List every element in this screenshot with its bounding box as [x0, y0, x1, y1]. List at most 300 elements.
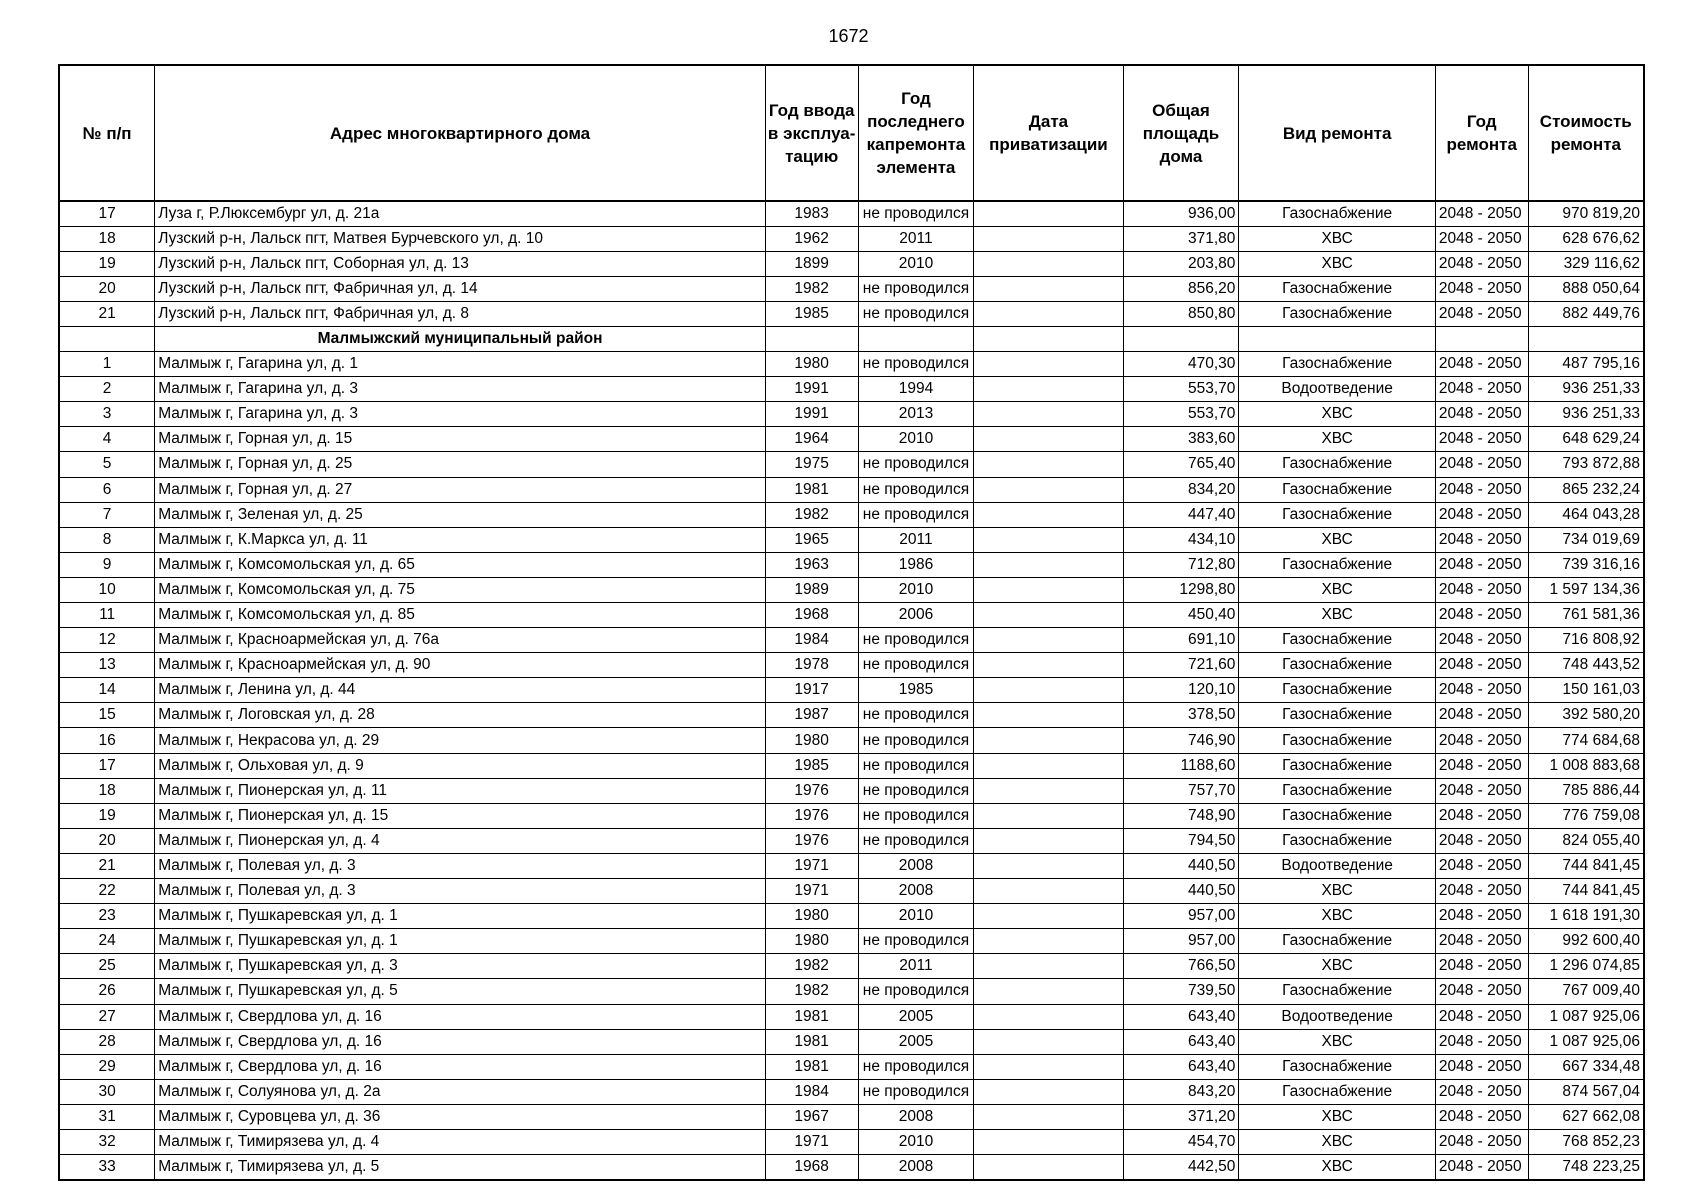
cell-privatization — [974, 1104, 1123, 1129]
cell-cost: 329 116,62 — [1528, 251, 1644, 276]
cell-num: 20 — [59, 276, 155, 301]
table-row — [59, 276, 1644, 301]
header-year-built: Год ввода в эксплуа-тацию — [765, 65, 858, 201]
cell-cost: 793 872,88 — [1528, 452, 1644, 477]
cell-cost: 150 161,03 — [1528, 678, 1644, 703]
cell-repair-type: ХВС — [1239, 402, 1435, 427]
cell-last-repair: 2005 — [858, 1029, 974, 1054]
cell-last-repair: 2008 — [858, 853, 974, 878]
table-row — [59, 427, 1644, 452]
table-row — [59, 377, 1644, 402]
cell-year-built: 1899 — [765, 251, 858, 276]
cell-year-built: 1981 — [765, 1054, 858, 1079]
cell-repair-type: Газоснабжение — [1239, 276, 1435, 301]
cell-repair-type: Водоотведение — [1239, 853, 1435, 878]
cell-last-repair: 2011 — [858, 954, 974, 979]
cell-repair-type: Газоснабжение — [1239, 653, 1435, 678]
cell-cost: 774 684,68 — [1528, 728, 1644, 753]
cell-repair-year: 2048 - 2050 — [1435, 954, 1528, 979]
cell-cost: 768 852,23 — [1528, 1129, 1644, 1154]
section-empty-cell — [1239, 326, 1435, 351]
cell-num: 6 — [59, 477, 155, 502]
cell-address: Малмыж г, К.Маркса ул, д. 11 — [155, 527, 766, 552]
cell-repair-type: Газоснабжение — [1239, 628, 1435, 653]
cell-last-repair: не проводился — [858, 653, 974, 678]
cell-year-built: 1985 — [765, 301, 858, 326]
cell-area: 643,40 — [1123, 1004, 1239, 1029]
section-num-cell — [59, 326, 155, 351]
cell-last-repair: не проводился — [858, 352, 974, 377]
table-row — [59, 577, 1644, 602]
cell-repair-year: 2048 - 2050 — [1435, 1104, 1528, 1129]
cell-num: 27 — [59, 1004, 155, 1029]
cell-year-built: 1962 — [765, 226, 858, 251]
cell-repair-year: 2048 - 2050 — [1435, 577, 1528, 602]
cell-privatization — [974, 828, 1123, 853]
table-row — [59, 728, 1644, 753]
cell-repair-year: 2048 - 2050 — [1435, 427, 1528, 452]
cell-cost: 628 676,62 — [1528, 226, 1644, 251]
cell-privatization — [974, 603, 1123, 628]
cell-address: Малмыж г, Некрасова ул, д. 29 — [155, 728, 766, 753]
cell-cost: 748 443,52 — [1528, 653, 1644, 678]
cell-last-repair: не проводился — [858, 929, 974, 954]
cell-num: 19 — [59, 803, 155, 828]
cell-cost: 648 629,24 — [1528, 427, 1644, 452]
cell-address: Малмыж г, Ленина ул, д. 44 — [155, 678, 766, 703]
cell-cost: 1 008 883,68 — [1528, 753, 1644, 778]
cell-year-built: 1964 — [765, 427, 858, 452]
cell-area: 440,50 — [1123, 853, 1239, 878]
cell-privatization — [974, 954, 1123, 979]
cell-cost: 936 251,33 — [1528, 377, 1644, 402]
cell-repair-type: Газоснабжение — [1239, 477, 1435, 502]
table-row — [59, 929, 1644, 954]
cell-num: 16 — [59, 728, 155, 753]
table-row — [59, 1029, 1644, 1054]
cell-repair-year: 2048 - 2050 — [1435, 703, 1528, 728]
cell-repair-type: Газоснабжение — [1239, 1079, 1435, 1104]
cell-num: 10 — [59, 577, 155, 602]
cell-last-repair: 2010 — [858, 251, 974, 276]
cell-last-repair: не проводился — [858, 979, 974, 1004]
cell-area: 746,90 — [1123, 728, 1239, 753]
cell-privatization — [974, 929, 1123, 954]
cell-repair-year: 2048 - 2050 — [1435, 778, 1528, 803]
cell-year-built: 1968 — [765, 1155, 858, 1180]
cell-last-repair: 2005 — [858, 1004, 974, 1029]
cell-num: 24 — [59, 929, 155, 954]
cell-repair-type: ХВС — [1239, 603, 1435, 628]
cell-address: Малмыж г, Свердлова ул, д. 16 — [155, 1004, 766, 1029]
cell-address: Малмыж г, Зеленая ул, д. 25 — [155, 502, 766, 527]
cell-cost: 739 316,16 — [1528, 552, 1644, 577]
cell-last-repair: 2010 — [858, 427, 974, 452]
cell-privatization — [974, 853, 1123, 878]
cell-year-built: 1983 — [765, 201, 858, 226]
cell-num: 5 — [59, 452, 155, 477]
section-empty-cell — [1435, 326, 1528, 351]
cell-area: 850,80 — [1123, 301, 1239, 326]
cell-cost: 464 043,28 — [1528, 502, 1644, 527]
cell-repair-type: Газоснабжение — [1239, 929, 1435, 954]
cell-privatization — [974, 1004, 1123, 1029]
cell-privatization — [974, 1079, 1123, 1104]
cell-repair-year: 2048 - 2050 — [1435, 1054, 1528, 1079]
cell-area: 470,30 — [1123, 352, 1239, 377]
page-number: 1672 — [828, 26, 869, 46]
cell-last-repair: 2008 — [858, 879, 974, 904]
cell-repair-year: 2048 - 2050 — [1435, 904, 1528, 929]
cell-area: 383,60 — [1123, 427, 1239, 452]
cell-repair-year: 2048 - 2050 — [1435, 979, 1528, 1004]
cell-address: Малмыж г, Свердлова ул, д. 16 — [155, 1029, 766, 1054]
cell-last-repair: не проводился — [858, 477, 974, 502]
table-row — [59, 477, 1644, 502]
cell-area: 447,40 — [1123, 502, 1239, 527]
header-last-repair: Год последнего капремонта элемента — [858, 65, 974, 201]
table-header-row — [59, 65, 1644, 201]
cell-repair-year: 2048 - 2050 — [1435, 678, 1528, 703]
cell-address: Малмыж г, Тимирязева ул, д. 4 — [155, 1129, 766, 1154]
cell-year-built: 1991 — [765, 402, 858, 427]
table-row — [59, 653, 1644, 678]
cell-year-built: 1981 — [765, 1029, 858, 1054]
cell-address: Малмыж г, Горная ул, д. 25 — [155, 452, 766, 477]
cell-last-repair: 2006 — [858, 603, 974, 628]
cell-last-repair: 2010 — [858, 904, 974, 929]
cell-privatization — [974, 1155, 1123, 1180]
cell-area: 371,80 — [1123, 226, 1239, 251]
table-row — [59, 803, 1644, 828]
cell-address: Малмыж г, Полевая ул, д. 3 — [155, 879, 766, 904]
cell-area: 691,10 — [1123, 628, 1239, 653]
cell-cost: 667 334,48 — [1528, 1054, 1644, 1079]
cell-year-built: 1976 — [765, 778, 858, 803]
cell-address: Малмыж г, Тимирязева ул, д. 5 — [155, 1155, 766, 1180]
cell-address: Малмыж г, Пушкаревская ул, д. 3 — [155, 954, 766, 979]
cell-privatization — [974, 301, 1123, 326]
cell-cost: 970 819,20 — [1528, 201, 1644, 226]
cell-address: Лузский р-н, Лальск пгт, Фабричная ул, д. 8 — [155, 301, 766, 326]
cell-year-built: 1980 — [765, 352, 858, 377]
cell-repair-type: Газоснабжение — [1239, 552, 1435, 577]
header-repair-type: Вид ремонта — [1239, 65, 1435, 201]
cell-cost: 776 759,08 — [1528, 803, 1644, 828]
cell-area: 748,90 — [1123, 803, 1239, 828]
table-row — [59, 301, 1644, 326]
table-row — [59, 251, 1644, 276]
cell-num: 3 — [59, 402, 155, 427]
cell-repair-year: 2048 - 2050 — [1435, 276, 1528, 301]
cell-cost: 627 662,08 — [1528, 1104, 1644, 1129]
cell-repair-year: 2048 - 2050 — [1435, 1155, 1528, 1180]
table-row — [59, 552, 1644, 577]
cell-repair-type: ХВС — [1239, 1155, 1435, 1180]
cell-num: 14 — [59, 678, 155, 703]
cell-last-repair: 1985 — [858, 678, 974, 703]
cell-cost: 882 449,76 — [1528, 301, 1644, 326]
cell-repair-type: ХВС — [1239, 1104, 1435, 1129]
cell-address: Малмыж г, Пушкаревская ул, д. 5 — [155, 979, 766, 1004]
cell-area: 856,20 — [1123, 276, 1239, 301]
cell-cost: 734 019,69 — [1528, 527, 1644, 552]
section-empty-cell — [1123, 326, 1239, 351]
section-empty-cell — [1528, 326, 1644, 351]
cell-year-built: 1982 — [765, 276, 858, 301]
cell-repair-year: 2048 - 2050 — [1435, 1079, 1528, 1104]
table-row — [59, 1054, 1644, 1079]
cell-privatization — [974, 803, 1123, 828]
table-row — [59, 502, 1644, 527]
cell-repair-year: 2048 - 2050 — [1435, 402, 1528, 427]
cell-area: 378,50 — [1123, 703, 1239, 728]
cell-area: 454,70 — [1123, 1129, 1239, 1154]
cell-area: 766,50 — [1123, 954, 1239, 979]
cell-privatization — [974, 452, 1123, 477]
cell-last-repair: не проводился — [858, 276, 974, 301]
cell-privatization — [974, 477, 1123, 502]
cell-num: 22 — [59, 879, 155, 904]
cell-repair-year: 2048 - 2050 — [1435, 1004, 1528, 1029]
cell-year-built: 1991 — [765, 377, 858, 402]
cell-privatization — [974, 628, 1123, 653]
cell-cost: 744 841,45 — [1528, 879, 1644, 904]
cell-last-repair: 2013 — [858, 402, 974, 427]
cell-repair-type: Водоотведение — [1239, 377, 1435, 402]
cell-num: 15 — [59, 703, 155, 728]
cell-address: Малмыж г, Пионерская ул, д. 4 — [155, 828, 766, 853]
table-row — [59, 828, 1644, 853]
cell-address: Малмыж г, Солуянова ул, д. 2а — [155, 1079, 766, 1104]
cell-year-built: 1982 — [765, 502, 858, 527]
cell-address: Лузский р-н, Лальск пгт, Соборная ул, д. 13 — [155, 251, 766, 276]
cell-address: Малмыж г, Пионерская ул, д. 11 — [155, 778, 766, 803]
cell-privatization — [974, 251, 1123, 276]
cell-num: 12 — [59, 628, 155, 653]
cell-last-repair: 2010 — [858, 1129, 974, 1154]
cell-address: Малмыж г, Свердлова ул, д. 16 — [155, 1054, 766, 1079]
cell-area: 371,20 — [1123, 1104, 1239, 1129]
cell-repair-type: Газоснабжение — [1239, 753, 1435, 778]
cell-num: 17 — [59, 201, 155, 226]
cell-cost: 992 600,40 — [1528, 929, 1644, 954]
cell-area: 434,10 — [1123, 527, 1239, 552]
cell-num: 19 — [59, 251, 155, 276]
cell-year-built: 1965 — [765, 527, 858, 552]
cell-repair-type: Газоснабжение — [1239, 703, 1435, 728]
cell-privatization — [974, 1029, 1123, 1054]
cell-year-built: 1971 — [765, 853, 858, 878]
cell-repair-year: 2048 - 2050 — [1435, 803, 1528, 828]
section-empty-cell — [858, 326, 974, 351]
cell-repair-year: 2048 - 2050 — [1435, 377, 1528, 402]
cell-area: 643,40 — [1123, 1029, 1239, 1054]
cell-repair-type: ХВС — [1239, 904, 1435, 929]
cell-repair-year: 2048 - 2050 — [1435, 853, 1528, 878]
cell-repair-type: ХВС — [1239, 251, 1435, 276]
cell-area: 1298,80 — [1123, 577, 1239, 602]
cell-area: 794,50 — [1123, 828, 1239, 853]
cell-privatization — [974, 979, 1123, 1004]
cell-year-built: 1976 — [765, 803, 858, 828]
cell-repair-type: ХВС — [1239, 226, 1435, 251]
cell-last-repair: не проводился — [858, 778, 974, 803]
cell-repair-type: Газоснабжение — [1239, 452, 1435, 477]
cell-privatization — [974, 427, 1123, 452]
cell-num: 32 — [59, 1129, 155, 1154]
cell-repair-type: Газоснабжение — [1239, 301, 1435, 326]
section-empty-cell — [974, 326, 1123, 351]
cell-last-repair: 2011 — [858, 226, 974, 251]
cell-repair-year: 2048 - 2050 — [1435, 828, 1528, 853]
cell-area: 450,40 — [1123, 603, 1239, 628]
cell-year-built: 1985 — [765, 753, 858, 778]
cell-last-repair: не проводился — [858, 502, 974, 527]
table-row — [59, 603, 1644, 628]
cell-year-built: 1984 — [765, 628, 858, 653]
cell-area: 957,00 — [1123, 929, 1239, 954]
cell-address: Малмыж г, Красноармейская ул, д. 90 — [155, 653, 766, 678]
cell-repair-type: Газоснабжение — [1239, 352, 1435, 377]
header-repair-year: Год ремонта — [1435, 65, 1528, 201]
table-row — [59, 904, 1644, 929]
cell-privatization — [974, 402, 1123, 427]
cell-address: Малмыж г, Комсомольская ул, д. 75 — [155, 577, 766, 602]
cell-repair-year: 2048 - 2050 — [1435, 527, 1528, 552]
header-cost: Стоимость ремонта — [1528, 65, 1644, 201]
table-row — [59, 1104, 1644, 1129]
cell-last-repair: не проводился — [858, 803, 974, 828]
cell-privatization — [974, 1129, 1123, 1154]
cell-privatization — [974, 377, 1123, 402]
cell-num: 2 — [59, 377, 155, 402]
cell-cost: 874 567,04 — [1528, 1079, 1644, 1104]
header-num: № п/п — [59, 65, 155, 201]
cell-privatization — [974, 778, 1123, 803]
cell-year-built: 1980 — [765, 929, 858, 954]
cell-privatization — [974, 276, 1123, 301]
section-row — [59, 326, 1644, 351]
cell-year-built: 1981 — [765, 477, 858, 502]
cell-year-built: 1963 — [765, 552, 858, 577]
cell-repair-year: 2048 - 2050 — [1435, 929, 1528, 954]
cell-privatization — [974, 577, 1123, 602]
cell-privatization — [974, 201, 1123, 226]
cell-area: 834,20 — [1123, 477, 1239, 502]
cell-num: 29 — [59, 1054, 155, 1079]
cell-privatization — [974, 728, 1123, 753]
cell-last-repair: не проводился — [858, 828, 974, 853]
repair-register-table — [58, 64, 1645, 1181]
cell-num: 33 — [59, 1155, 155, 1180]
table-row — [59, 226, 1644, 251]
cell-last-repair: не проводился — [858, 753, 974, 778]
cell-address: Лузский р-н, Лальск пгт, Фабричная ул, д. 14 — [155, 276, 766, 301]
table-row — [59, 1129, 1644, 1154]
table-row — [59, 527, 1644, 552]
cell-cost: 785 886,44 — [1528, 778, 1644, 803]
cell-num: 11 — [59, 603, 155, 628]
table-row — [59, 628, 1644, 653]
cell-address: Малмыж г, Горная ул, д. 27 — [155, 477, 766, 502]
cell-last-repair: не проводился — [858, 1054, 974, 1079]
table-row — [59, 979, 1644, 1004]
cell-address: Малмыж г, Пушкаревская ул, д. 1 — [155, 929, 766, 954]
table-body-top — [59, 201, 1644, 326]
cell-cost: 888 050,64 — [1528, 276, 1644, 301]
cell-year-built: 1917 — [765, 678, 858, 703]
cell-address: Малмыж г, Пушкаревская ул, д. 1 — [155, 904, 766, 929]
cell-cost: 1 087 925,06 — [1528, 1029, 1644, 1054]
cell-repair-type: ХВС — [1239, 1029, 1435, 1054]
cell-area: 843,20 — [1123, 1079, 1239, 1104]
cell-area: 936,00 — [1123, 201, 1239, 226]
cell-last-repair: 1994 — [858, 377, 974, 402]
table-row — [59, 452, 1644, 477]
cell-area: 721,60 — [1123, 653, 1239, 678]
cell-address: Малмыж г, Гагарина ул, д. 3 — [155, 377, 766, 402]
cell-last-repair: не проводился — [858, 1079, 974, 1104]
cell-area: 1188,60 — [1123, 753, 1239, 778]
table-row — [59, 201, 1644, 226]
cell-last-repair: не проводился — [858, 628, 974, 653]
cell-cost: 744 841,45 — [1528, 853, 1644, 878]
cell-repair-year: 2048 - 2050 — [1435, 251, 1528, 276]
cell-repair-type: Газоснабжение — [1239, 1054, 1435, 1079]
cell-repair-type: Газоснабжение — [1239, 201, 1435, 226]
cell-last-repair: 1986 — [858, 552, 974, 577]
cell-address: Малмыж г, Горная ул, д. 15 — [155, 427, 766, 452]
cell-last-repair: не проводился — [858, 728, 974, 753]
cell-privatization — [974, 552, 1123, 577]
cell-repair-year: 2048 - 2050 — [1435, 628, 1528, 653]
cell-address: Малмыж г, Гагарина ул, д. 1 — [155, 352, 766, 377]
cell-repair-year: 2048 - 2050 — [1435, 879, 1528, 904]
cell-address: Лузский р-н, Лальск пгт, Матвея Бурчевского ул, д. 10 — [155, 226, 766, 251]
cell-cost: 1 597 134,36 — [1528, 577, 1644, 602]
table-row — [59, 1079, 1644, 1104]
cell-repair-year: 2048 - 2050 — [1435, 552, 1528, 577]
cell-cost: 824 055,40 — [1528, 828, 1644, 853]
cell-repair-year: 2048 - 2050 — [1435, 753, 1528, 778]
cell-repair-type: ХВС — [1239, 527, 1435, 552]
cell-repair-type: Газоснабжение — [1239, 678, 1435, 703]
cell-privatization — [974, 703, 1123, 728]
table-row — [59, 1155, 1644, 1180]
cell-repair-type: ХВС — [1239, 427, 1435, 452]
cell-repair-type: ХВС — [1239, 577, 1435, 602]
table-row — [59, 402, 1644, 427]
cell-privatization — [974, 904, 1123, 929]
cell-address: Малмыж г, Пионерская ул, д. 15 — [155, 803, 766, 828]
cell-year-built: 1982 — [765, 979, 858, 1004]
cell-address: Малмыж г, Полевая ул, д. 3 — [155, 853, 766, 878]
cell-cost: 716 808,92 — [1528, 628, 1644, 653]
cell-num: 18 — [59, 226, 155, 251]
cell-address: Малмыж г, Комсомольская ул, д. 85 — [155, 603, 766, 628]
cell-repair-year: 2048 - 2050 — [1435, 452, 1528, 477]
cell-area: 643,40 — [1123, 1054, 1239, 1079]
cell-cost: 865 232,24 — [1528, 477, 1644, 502]
cell-address: Малмыж г, Логовская ул, д. 28 — [155, 703, 766, 728]
cell-area: 553,70 — [1123, 377, 1239, 402]
cell-num: 18 — [59, 778, 155, 803]
cell-year-built: 1967 — [765, 1104, 858, 1129]
cell-repair-year: 2048 - 2050 — [1435, 301, 1528, 326]
table-row — [59, 879, 1644, 904]
cell-address: Малмыж г, Суровцева ул, д. 36 — [155, 1104, 766, 1129]
